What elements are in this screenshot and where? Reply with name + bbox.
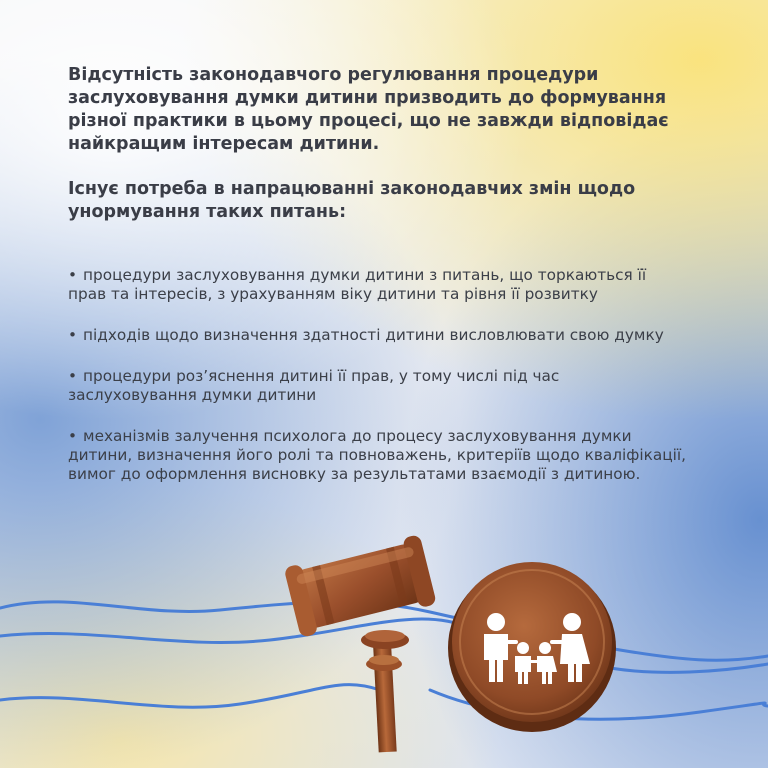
bullet-text: процедури заслуховування думки дитини з питань, що торкаються її прав та інтересів, з урахуванням віку дитини та рівня її розвитку [68, 266, 647, 303]
bullet-marker: • [68, 427, 78, 445]
bullet-text: процедури роз’яснення дитині її прав, у тому числі під час заслуховування думки дитини [68, 367, 560, 404]
bullet-text: підходів щодо визначення здатності дитини висловлювати свою думку [83, 326, 664, 344]
bullet-marker: • [68, 367, 78, 385]
bullet-marker: • [68, 326, 78, 344]
bullet-text: механізмів залучення психолога до процесу заслуховування думки дитини, визначення його ролі та повноважень, критеріїв щодо кваліфікації, вимог до оформлення висновку за результатами взаємодії з дитиною. [68, 427, 686, 483]
wave-line [610, 664, 768, 672]
intro-paragraph-2: Існує потреба в напрацюванні законодавчих змін щодо унормування таких питань: [68, 179, 636, 222]
intro-paragraph-1: Відсутність законодавчого регулювання процедури заслуховування думки дитини призводить до формування різної практики в цьому процесі, що не завжди відповідає найкращим інтересам дитини. [68, 65, 669, 154]
family-icon [448, 562, 616, 732]
wave-line [0, 685, 380, 708]
bullet-marker: • [68, 266, 78, 284]
gavel-icon [284, 534, 437, 752]
